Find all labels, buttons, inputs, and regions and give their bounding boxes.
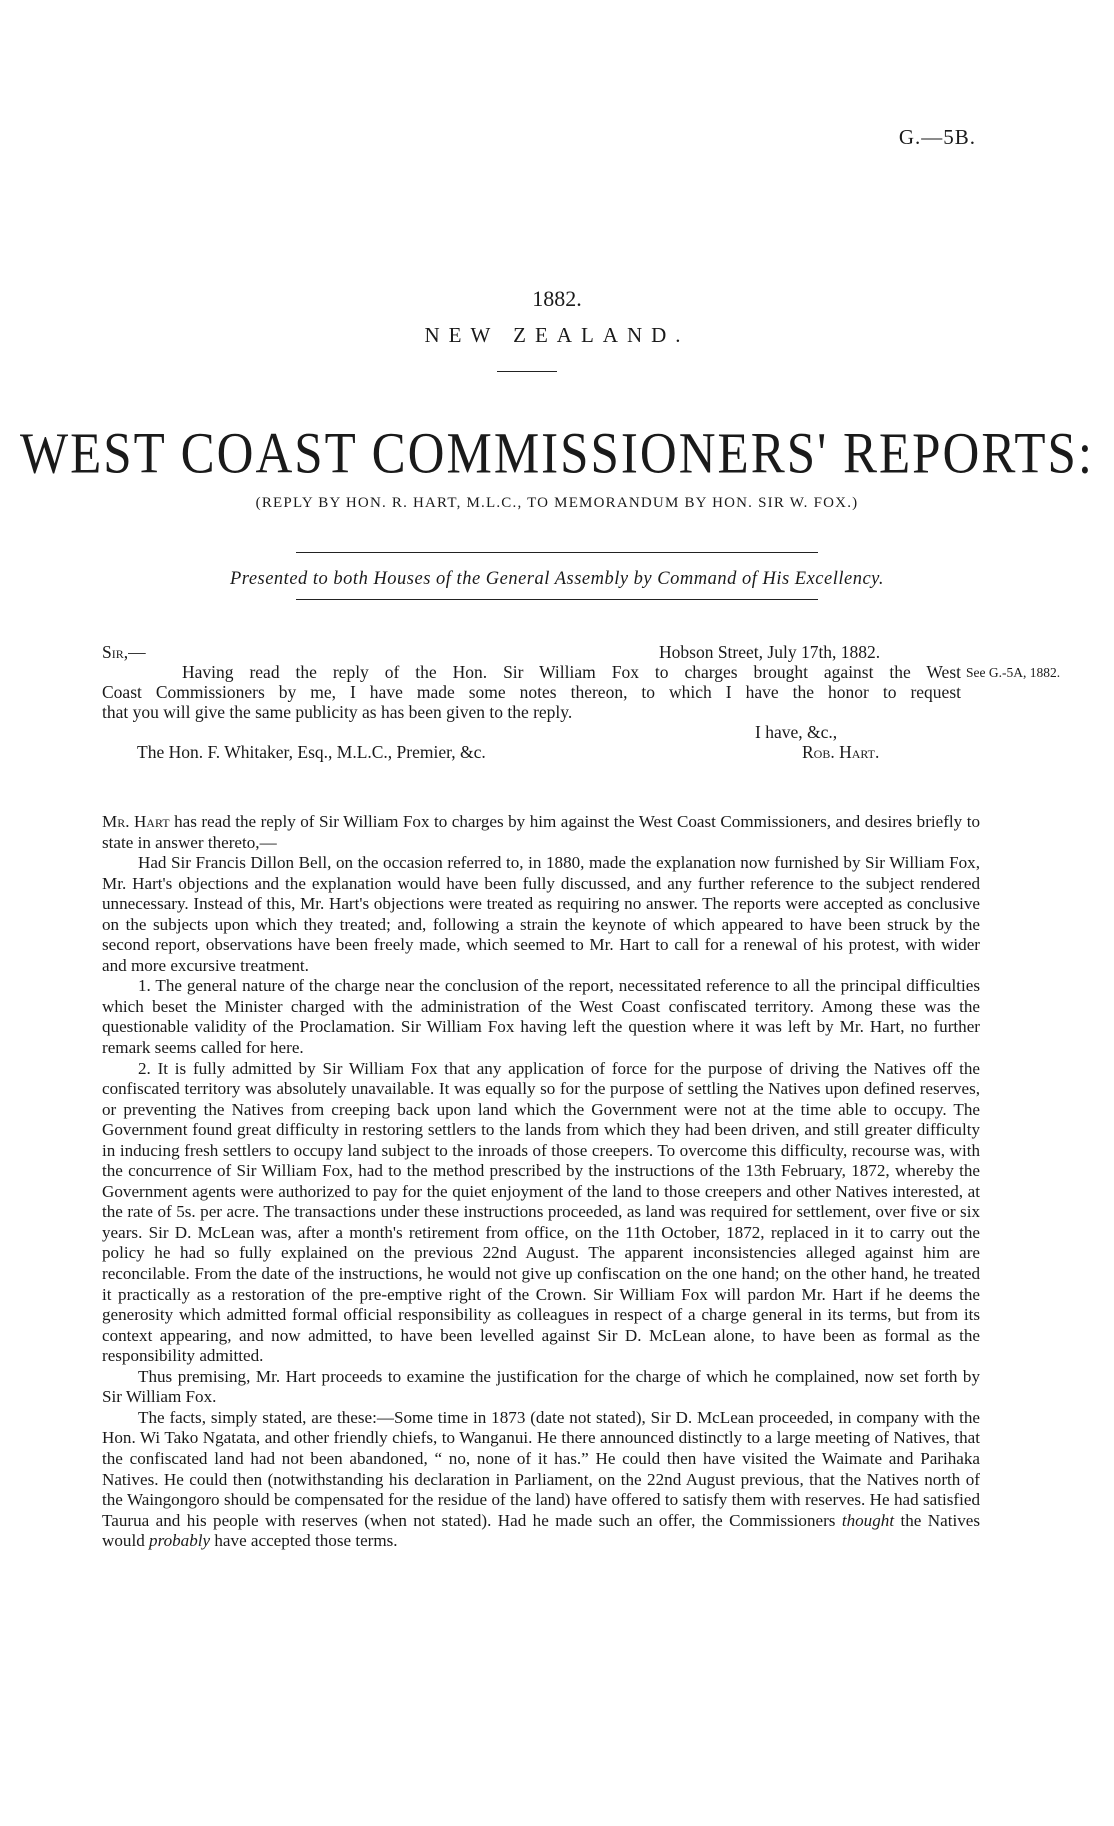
document-reference: G.—5B.	[898, 125, 976, 149]
rule-below-presented	[296, 599, 818, 600]
memo-paragraph	[102, 1408, 980, 1552]
letter-closing: I have, &c.,	[755, 722, 838, 742]
document-country: NEW ZEALAND.	[424, 323, 690, 347]
letter-salutation: Sir,—	[102, 642, 146, 662]
memo-lead: Mr. Hart	[102, 812, 170, 831]
memo-paragraph-text: the Natives would	[102, 1510, 980, 1551]
memo-paragraph	[102, 812, 980, 853]
letter-line-3: that you will give the same publicity as has been given to the reply.	[102, 702, 573, 722]
document-year: 1882.	[532, 286, 582, 311]
letter-line-1: Having read the reply of the Hon. Sir William Fox to charges brought against the West	[182, 662, 961, 682]
short-divider	[497, 371, 557, 372]
memo-paragraph: 2. It is fully admitted by Sir William Fox that any application of force for the purpose of driving the Natives off the confiscated territory was absolutely unavailable. It was equally so for the purpose of settling the Natives upon defined reserves, or preventing the Natives from creeping back upon land which the Government were not at the time able to occupy. The Government found great difficulty in restoring settlers to the lands from which they had been driven, and still greater difficulty in inducing fresh settlers to occupy land subject to the inroads of those creepers. To overcome this difficulty, recourse was, with the concurrence of Sir William Fox, had to the method prescribed by the instructions of the 13th February, 1872, whereby the Government agents were authorized to pay for the quiet enjoyment of the land to those creepers and other Natives interested, at the rate of 5s. per acre. The transactions under these instructions proceeded, as land was required for settlement, over five or six years. Sir D. McLean was, after a month's retirement from office, on the 11th October, 1872, replaced in it to carry out the policy he had so fully explained on the previous 22nd August. The apparent inconsistencies alleged against him are reconcilable. From the date of the instructions, he would not give up confiscation on the one hand; on the other hand, he treated it practically as a restoration of the pre-emptive right of the Crown. Sir William Fox will pardon Mr. Hart if he deems the generosity which admitted formal official responsibility as colleagues in respect of a charge general in its terms, but from its context appearing, and now admitted, to have been levelled against Sir D. McLean alone, to have been as formal as the responsibility admitted.	[102, 1058, 980, 1366]
presented-line: Presented to both Houses of the General Assembly by Command of His Excellency.	[230, 569, 884, 589]
letter-addressee: The Hon. F. Whitaker, Esq., M.L.C., Premier, &c.	[137, 742, 486, 762]
memo-paragraph-text: The facts, simply stated, are these:—Some time in 1873 (date not stated), Sir D. McLean proceeded, in company with the Hon. Wi Tako Ngatata, and other friendly chiefs, to Wanganui. He there announced distinctly to a large meeting of Natives, that the confiscated land had not been abandoned, “ no, none of it has.” He could then have visited the Waimate and Parihaka Natives. He could then (notwithstanding his declaration in Parliament, on the 22nd August previous, that the Natives north of the Waingongoro should be compensated for the residue of the land) have offered to satisfy them with reserves. He had satisfied Taurua and his people with reserves (when not stated). Had he made such an offer, the Commissioners	[102, 1407, 980, 1530]
memo-paragraph: 1. The general nature of the charge near the conclusion of the report, necessitated reference to all the principal difficulties which beset the Minister charged with the administration of the West Coast confiscated territory. Among these was the questionable validity of the Proclamation. Sir William Fox having left the question where it was left by Mr. Hart, no further remark seems called for here.	[102, 976, 980, 1058]
letter-line-2: Coast Commissioners by me, I have made some notes thereon, to which I have the honor to request	[102, 682, 961, 702]
memo-paragraph: Thus premising, Mr. Hart proceeds to examine the justification for the charge of which he complained, now set forth by Sir William Fox.	[102, 1366, 980, 1407]
memo-body	[102, 812, 980, 1552]
memo-paragraph-text: has read the reply of Sir William Fox to charges by him against the West Coast Commissioners, and desires briefly to state in answer thereto,—	[102, 812, 980, 852]
document-subtitle: (REPLY BY HON. R. HART, M.L.C., TO MEMORANDUM BY HON. SIR W. FOX.)	[255, 495, 859, 511]
letter-signature: Rob. Hart.	[802, 742, 880, 762]
memo-paragraph: Had Sir Francis Dillon Bell, on the occasion referred to, in 1880, made the explanation now furnished by Sir William Fox, Mr. Hart's objections and the explanation would have been fully discussed, and any further reference to the subject rendered unnecessary. Instead of this, Mr. Hart's objections were treated as requiring no answer. The reports were accepted as conclusive on the subjects upon which they treated; and, following a strain the keynote of which appeared to have been struck by the second report, observations have been freely made, which seemed to Mr. Hart to call for a renewal of his protest, with wider and more excursive treatment.	[102, 853, 980, 975]
margin-note: See G.-5A, 1882.	[966, 665, 1061, 680]
memo-paragraph-text: have accepted those terms.	[210, 1531, 398, 1551]
rule-above-presented	[296, 552, 818, 553]
letter-address-date: Hobson Street, July 17th, 1882.	[659, 642, 881, 662]
document-title: WEST COAST COMMISSIONERS' REPORTS:	[19, 421, 1095, 487]
emphasis-thought: thought	[841, 1510, 895, 1530]
emphasis-probably: probably	[149, 1531, 211, 1551]
